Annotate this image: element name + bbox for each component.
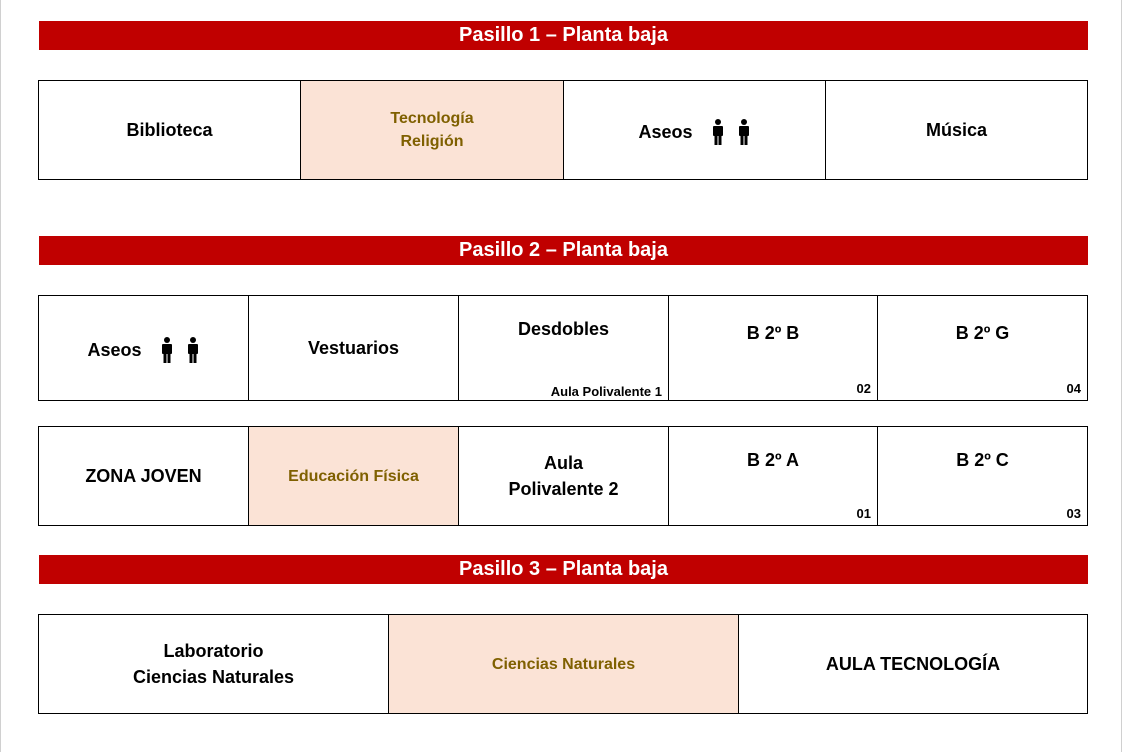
room-desdobles <box>459 296 669 400</box>
pasillo-3-title: Pasillo 3 – Planta baja <box>459 558 668 580</box>
room-aula-tecnologia <box>739 615 1087 713</box>
room-educacion-fisica-label: Educación Física <box>288 467 419 485</box>
pasillo-2-banner <box>39 236 1088 265</box>
room-aseos-2-label: Aseos <box>87 340 142 360</box>
room-educacion-fisica <box>249 427 459 525</box>
room-tecnologia-label: Tecnología <box>390 110 474 127</box>
room-b2g-number: 04 <box>1066 381 1081 396</box>
room-aseos-2 <box>39 296 249 400</box>
pasillo-2-row-1 <box>38 295 1088 401</box>
room-laboratorio <box>39 615 389 713</box>
room-zona-joven-label: ZONA JOVEN <box>85 466 202 486</box>
restroom-person-icon <box>186 337 200 363</box>
room-b2a <box>669 427 878 525</box>
room-biblioteca <box>39 81 301 179</box>
room-zona-joven <box>39 427 249 525</box>
restroom-person-icon <box>160 337 174 363</box>
pasillo-1-banner <box>39 21 1088 50</box>
room-aula-polivalente-2 <box>459 427 669 525</box>
pasillo-2-title: Pasillo 2 – Planta baja <box>459 239 668 261</box>
room-b2a-label: B 2º A <box>747 450 799 470</box>
room-b2c-number: 03 <box>1066 506 1081 521</box>
room-b2g-label: B 2º G <box>955 323 1010 343</box>
room-b2g <box>878 296 1087 400</box>
room-b2c <box>878 427 1087 525</box>
restroom-person-icon <box>711 119 725 145</box>
room-desdobles-note: Aula Polivalente 1 <box>550 384 662 399</box>
pasillo-3-banner <box>39 555 1088 584</box>
room-b2c-label: B 2º C <box>956 450 1009 470</box>
room-musica <box>826 81 1087 179</box>
room-musica-label: Música <box>925 120 988 140</box>
room-aseos-1-label: Aseos <box>638 122 693 142</box>
restroom-person-icon <box>737 119 751 145</box>
room-aula-tecnologia-label: AULA TECNOLOGÍA <box>825 654 1001 674</box>
room-b2b-number: 02 <box>856 381 871 396</box>
room-b2b-label: B 2º B <box>746 323 800 343</box>
pasillo-2-row-2 <box>38 426 1088 526</box>
room-aula-line-1: Aula <box>543 453 583 473</box>
room-vestuarios <box>249 296 459 400</box>
room-laboratorio-line-1: Laboratorio <box>163 641 264 661</box>
room-laboratorio-line-2: Ciencias Naturales <box>132 667 295 687</box>
pasillo-1-title: Pasillo 1 – Planta baja <box>459 24 668 46</box>
room-tecnologia-religion <box>301 81 564 179</box>
room-b2a-number: 01 <box>856 506 871 521</box>
room-ciencias-naturales-label: Ciencias Naturales <box>491 655 636 673</box>
room-biblioteca-label: Biblioteca <box>126 120 213 140</box>
room-vestuarios-label: Vestuarios <box>307 338 400 358</box>
room-aseos-1 <box>564 81 826 179</box>
room-ciencias-naturales <box>389 615 739 713</box>
room-b2b <box>669 296 878 400</box>
room-aula-line-2: Polivalente 2 <box>508 479 619 499</box>
room-desdobles-label: Desdobles <box>517 319 610 339</box>
room-religion-label: Religión <box>400 133 464 150</box>
pasillo-3-rooms <box>38 614 1088 714</box>
pasillo-1-rooms <box>38 80 1088 180</box>
page-border-right <box>1121 0 1122 752</box>
page-border-left <box>0 0 1 752</box>
